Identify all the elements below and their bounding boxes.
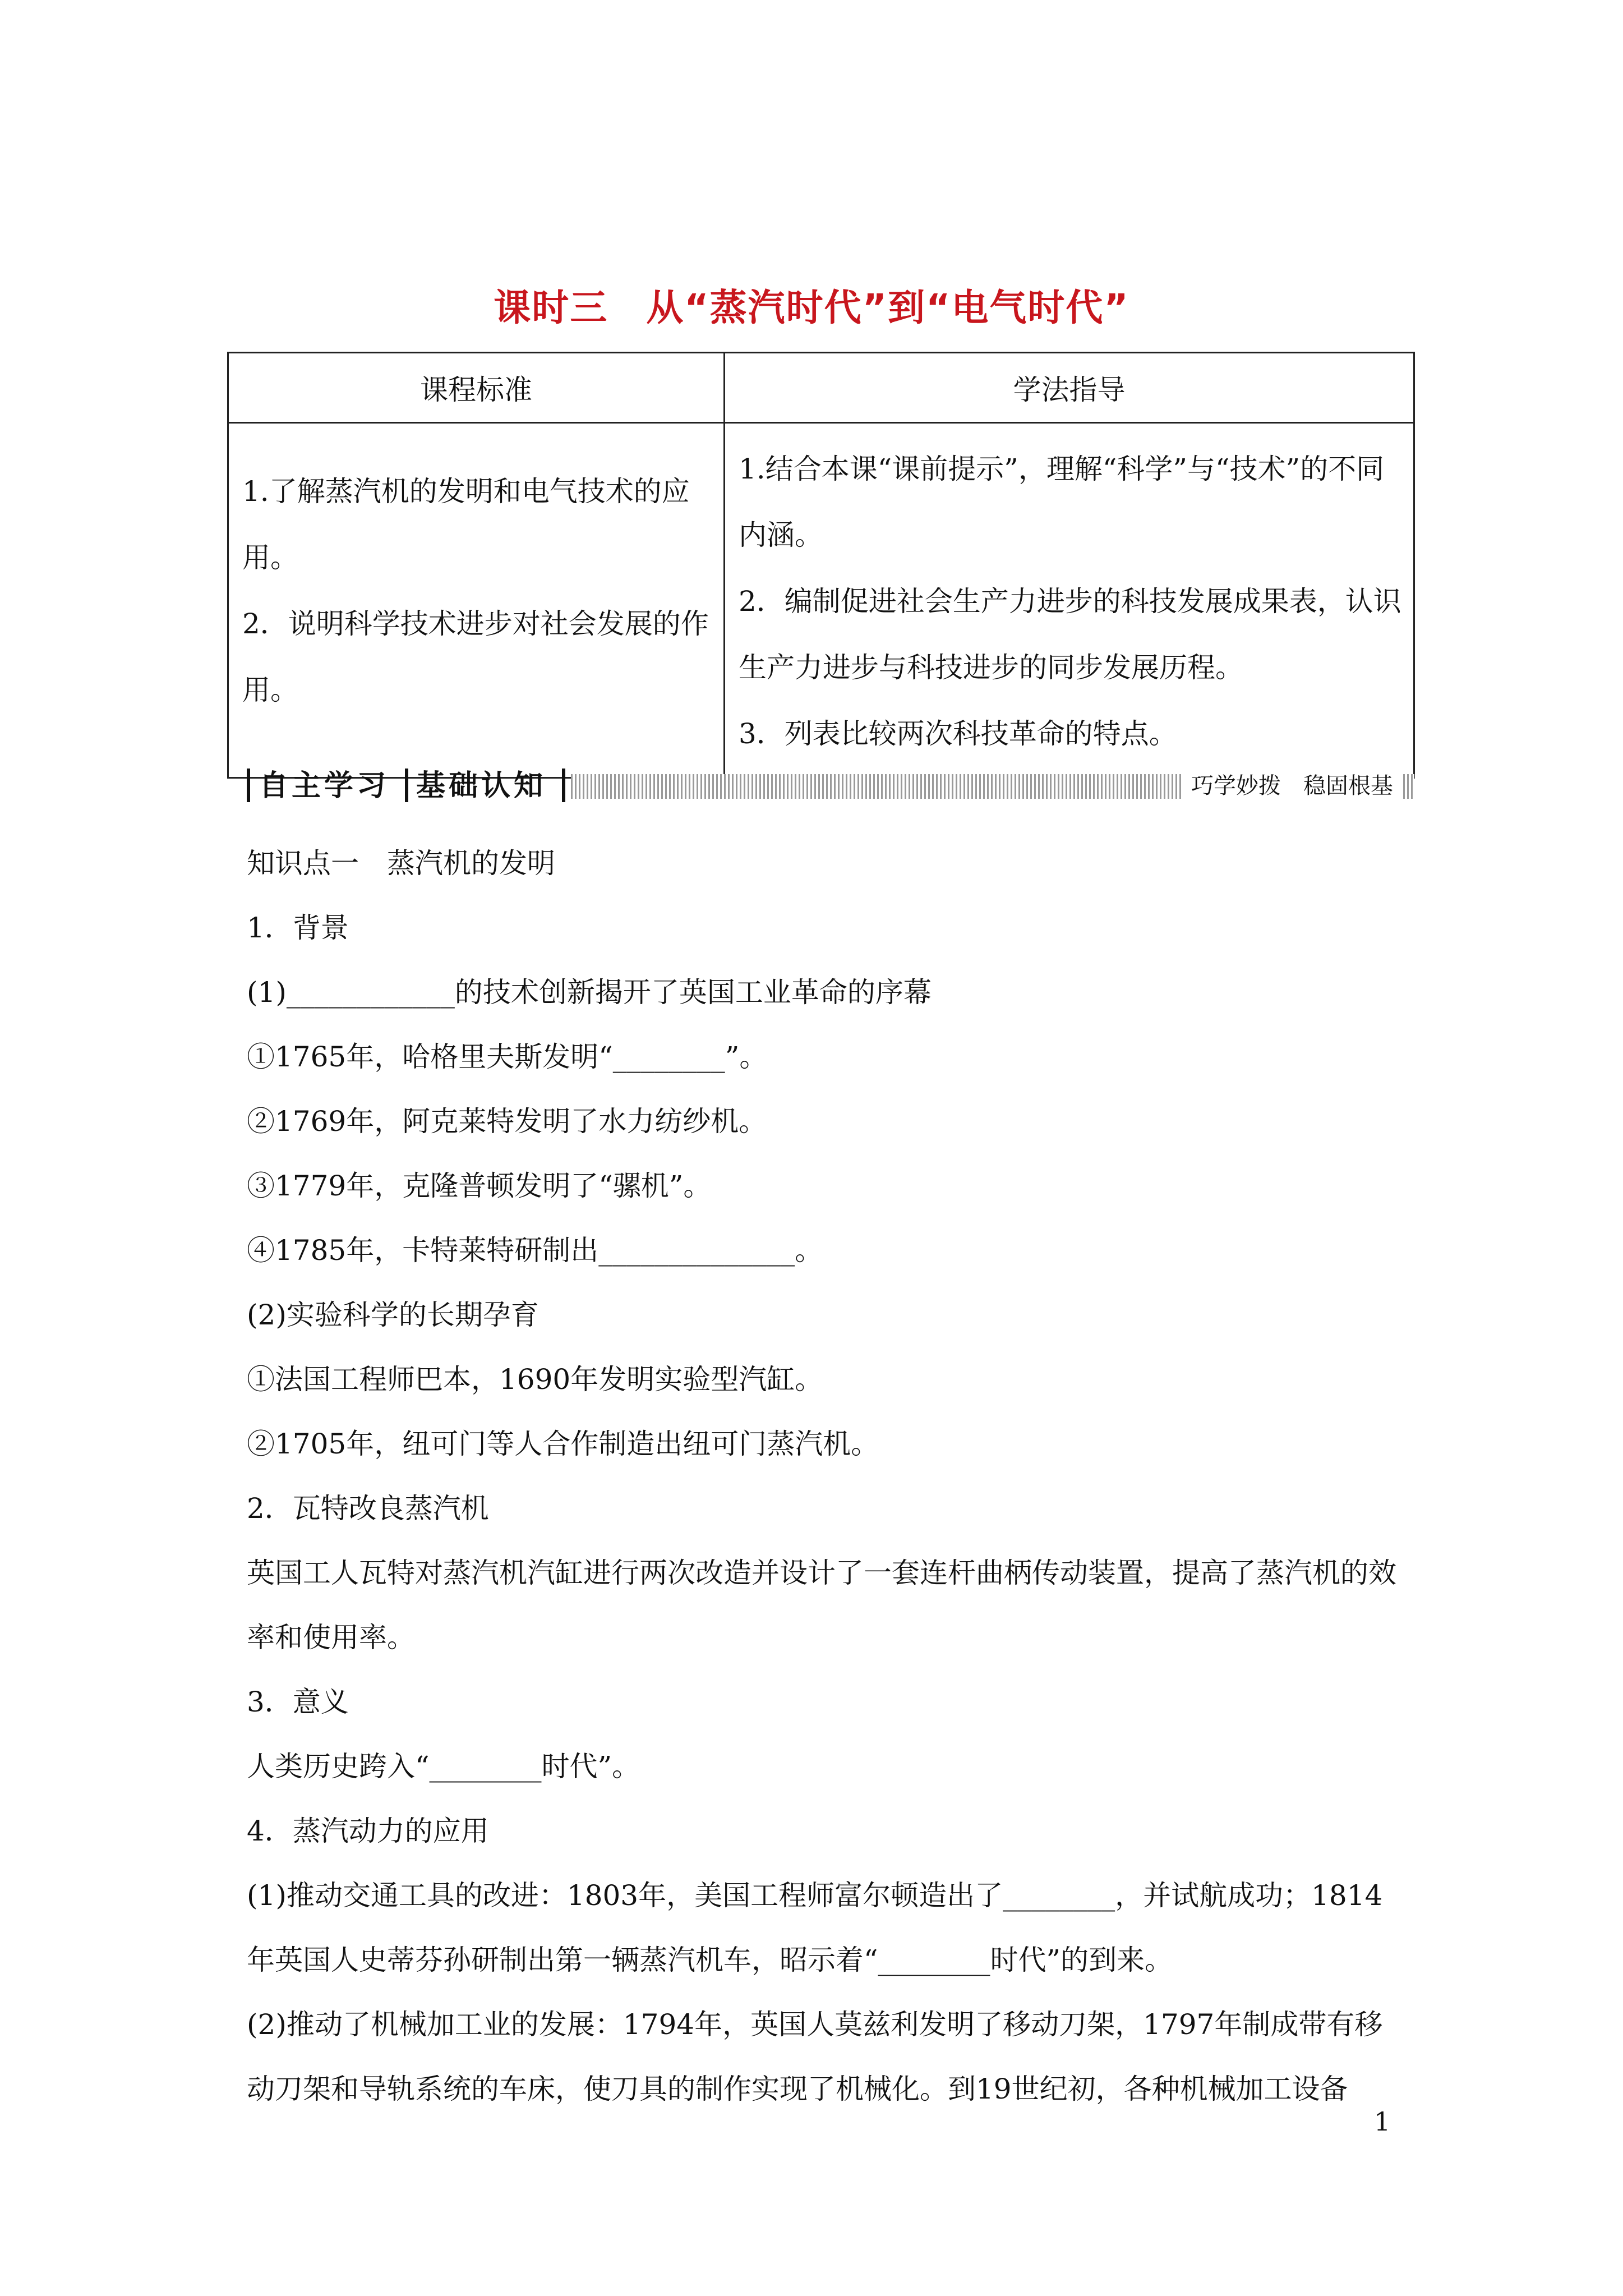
banner-divider [247, 769, 250, 802]
banner-divider [562, 769, 565, 802]
banner-divider [405, 769, 408, 802]
method-cell [725, 423, 1414, 778]
standard-item: 1.了解蒸汽机的发明和电气技术的应用。 [242, 475, 690, 574]
paragraph: ①1765年，哈格里夫斯发明“________”。 [247, 1041, 768, 1073]
method-item: 1.结合本课“课前提示”，理解“科学”与“技术”的不同内涵。 [739, 453, 1385, 551]
paragraph: 英国工人瓦特对蒸汽机汽缸进行两次改造并设计了一套连杆曲柄传动装置，提高了蒸汽机的效率和使用率。 [247, 1557, 1396, 1654]
paragraph: ①法国工程师巴本，1690年发明实验型汽缸。 [247, 1363, 823, 1396]
section-banner [247, 767, 1414, 808]
section-heading: 2．瓦特改良蒸汽机 [247, 1492, 489, 1525]
section-heading: 3．意义 [247, 1686, 349, 1718]
paragraph: ②1705年，纽可门等人合作制造出纽可门蒸汽机。 [247, 1428, 879, 1460]
paragraph: 人类历史跨入“________时代”。 [247, 1750, 640, 1783]
knowledge-point-heading: 知识点一 蒸汽机的发明 [247, 847, 555, 880]
standard-item: 2．说明科学技术进步对社会发展的作用。 [242, 608, 709, 706]
section-heading: 4．蒸汽动力的应用 [247, 1815, 489, 1847]
table-header-standard: 课程标准 [228, 353, 725, 423]
main-content [247, 831, 1396, 2122]
banner-label-basics: 基础认知 [416, 769, 547, 803]
paragraph: ④1785年，卡特莱特研制出______________。 [247, 1234, 823, 1267]
method-item: 3．列表比较两次科技革命的特点。 [739, 717, 1177, 750]
banner-label-self-study: 自主学习 [259, 769, 390, 803]
section-heading: 1．背景 [247, 912, 349, 944]
paragraph: ③1779年，克隆普顿发明了“骡机”。 [247, 1170, 712, 1202]
page-title: 课时三 从“蒸汽时代”到“电气时代” [494, 286, 1129, 329]
paragraph: (1)推动交通工具的改进：1803年，美国工程师富尔顿造出了________，并试航成功；1814年英国人史蒂芬孙研制出第一辆蒸汽机车，昭示着“________时代”的到来。 [247, 1879, 1383, 1976]
page-number: 1 [1374, 2106, 1391, 2137]
paragraph: (2)推动了机械加工业的发展：1794年，英国人莫兹利发明了移动刀架，1797年制成带有移动刀架和导轨系统的车床，使刀具的制作实现了机械化。到19世纪初，各种机械加工设备 [247, 2008, 1383, 2105]
standard-cell [228, 423, 725, 778]
method-item: 2．编制促进社会生产力进步的科技发展成果表，认识生产力进步与科技进步的同步发展历程。 [739, 585, 1401, 684]
curriculum-table [227, 352, 1415, 779]
paragraph: (2)实验科学的长期孕育 [247, 1299, 539, 1331]
banner-tag: 巧学妙拨 稳固根基 [1183, 769, 1401, 803]
paragraph: ②1769年，阿克莱特发明了水力纺纱机。 [247, 1105, 767, 1138]
table-header-method: 学法指导 [725, 353, 1414, 423]
paragraph: (1)____________的技术创新揭开了英国工业革命的序幕 [247, 976, 932, 1009]
